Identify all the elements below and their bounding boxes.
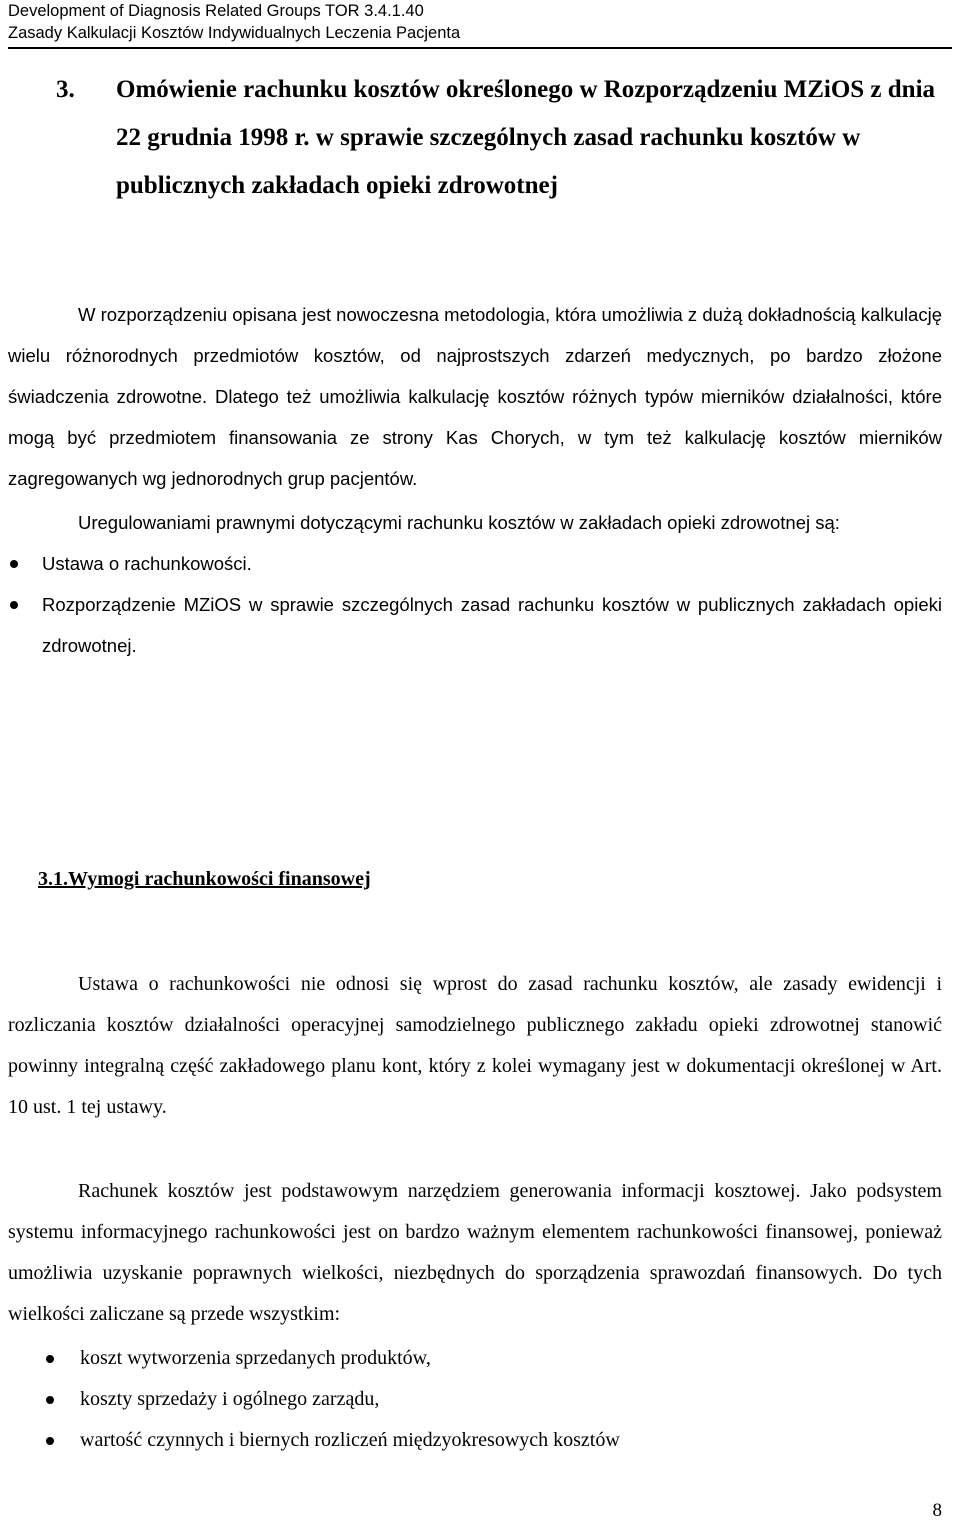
section-heading	[56, 66, 936, 210]
list-item-text: Ustawa o rachunkowości.	[42, 553, 252, 574]
header-line-1: Development of Diagnosis Related Groups TOR 3.4.1.40	[8, 2, 424, 20]
body-paragraph-1: Ustawa o rachunkowości nie odnosi się wprost do zasad rachunku kosztów, ale zasady ewidencji i rozliczania kosztów działalności operacyjnej samodzielnego publicznego zakładu opieki zdrowotnej stanowić powinny integralną część zakładowego planu kont, który z kolei wymagany jest w dokumentacji określonej w Art. 10 ust. 1 tej ustawy.	[8, 973, 942, 1118]
bullet-icon	[46, 1355, 54, 1363]
subsection-number: 3.1.	[38, 868, 68, 890]
bullet-icon	[46, 1396, 54, 1404]
list-item-text: koszt wytworzenia sprzedanych produktów,	[80, 1347, 431, 1369]
running-header	[8, 0, 952, 44]
list-item	[80, 1420, 942, 1461]
list-item-text: wartość czynnych i biernych rozliczeń międzyokresowych kosztów	[80, 1429, 620, 1451]
bullet-icon	[46, 1437, 54, 1445]
section-number: 3.	[56, 76, 75, 103]
intro-paragraph-1	[8, 294, 942, 499]
list-item-text: koszty sprzedaży i ogólnego zarządu,	[80, 1388, 380, 1410]
header-line-2: Zasady Kalkulacji Kosztów Indywidualnych Leczenia Pacjenta	[8, 24, 461, 42]
intro-block	[8, 294, 942, 666]
page-number: 8	[932, 1500, 942, 1521]
intro-paragraph-1-text: W rozporządzeniu opisana jest nowoczesna metodologia, która umożliwia z dużą dokładnością kalkulację wielu różnorodnych przedmiotów kosztów, od najprostszych zdarzeń medycznych, po bardzo złożone świadczenia zdrowotne.	[8, 304, 942, 407]
bullet-icon	[10, 560, 18, 568]
subsection-title: Wymogi rachunkowości finansowej	[68, 868, 371, 890]
list-item	[42, 584, 942, 666]
body-block-1	[8, 964, 942, 1128]
list-item	[80, 1338, 942, 1379]
list-item	[80, 1379, 942, 1420]
list-item	[42, 543, 942, 584]
list-item-text: Rozporządzenie MZiOS w sprawie szczególnych zasad rachunku kosztów w publicznych zakładach opieki zdrowotnej.	[42, 594, 942, 656]
bullet-icon	[10, 601, 18, 609]
body-paragraph-2: Rachunek kosztów jest podstawowym narzędziem generowania informacji kosztowej. Jako podsystem systemu informacyjnego rachunkowości jest on bardzo ważnym elementem rachunkowości finansowej, ponieważ umożliwia uzyskanie poprawnych wielkości, niezbędnych do sporządzenia sprawozdań finansowych. Do tych wielkości zaliczane są przede wszystkim:	[8, 1180, 942, 1325]
header-divider	[8, 47, 952, 49]
body-bullet-list	[8, 1338, 942, 1461]
body-block-2	[8, 1171, 942, 1461]
intro-bullet-list	[8, 543, 942, 666]
section-title: Omówienie rachunku kosztów określonego w Rozporządzeniu MZiOS z dnia 22 grudnia 1998 r. w sprawie szczególnych zasad rachunku kosztów w publicznych zakładach opieki zdrowotnej	[116, 76, 936, 199]
subsection-heading	[38, 864, 371, 894]
intro-paragraph-1-cont: Dlatego też umożliwia kalkulację kosztów różnych typów mierników działalności, które mogą być przedmiotem finansowania ze strony Kas Chorych, w tym też kalkulację kosztów mierników zagregowanych wg jednorodnych grup pacjentów.	[8, 386, 942, 489]
intro-paragraph-2: Uregulowaniami prawnymi dotyczącymi rachunku kosztów w zakładach opieki zdrowotnej są:	[78, 512, 840, 533]
